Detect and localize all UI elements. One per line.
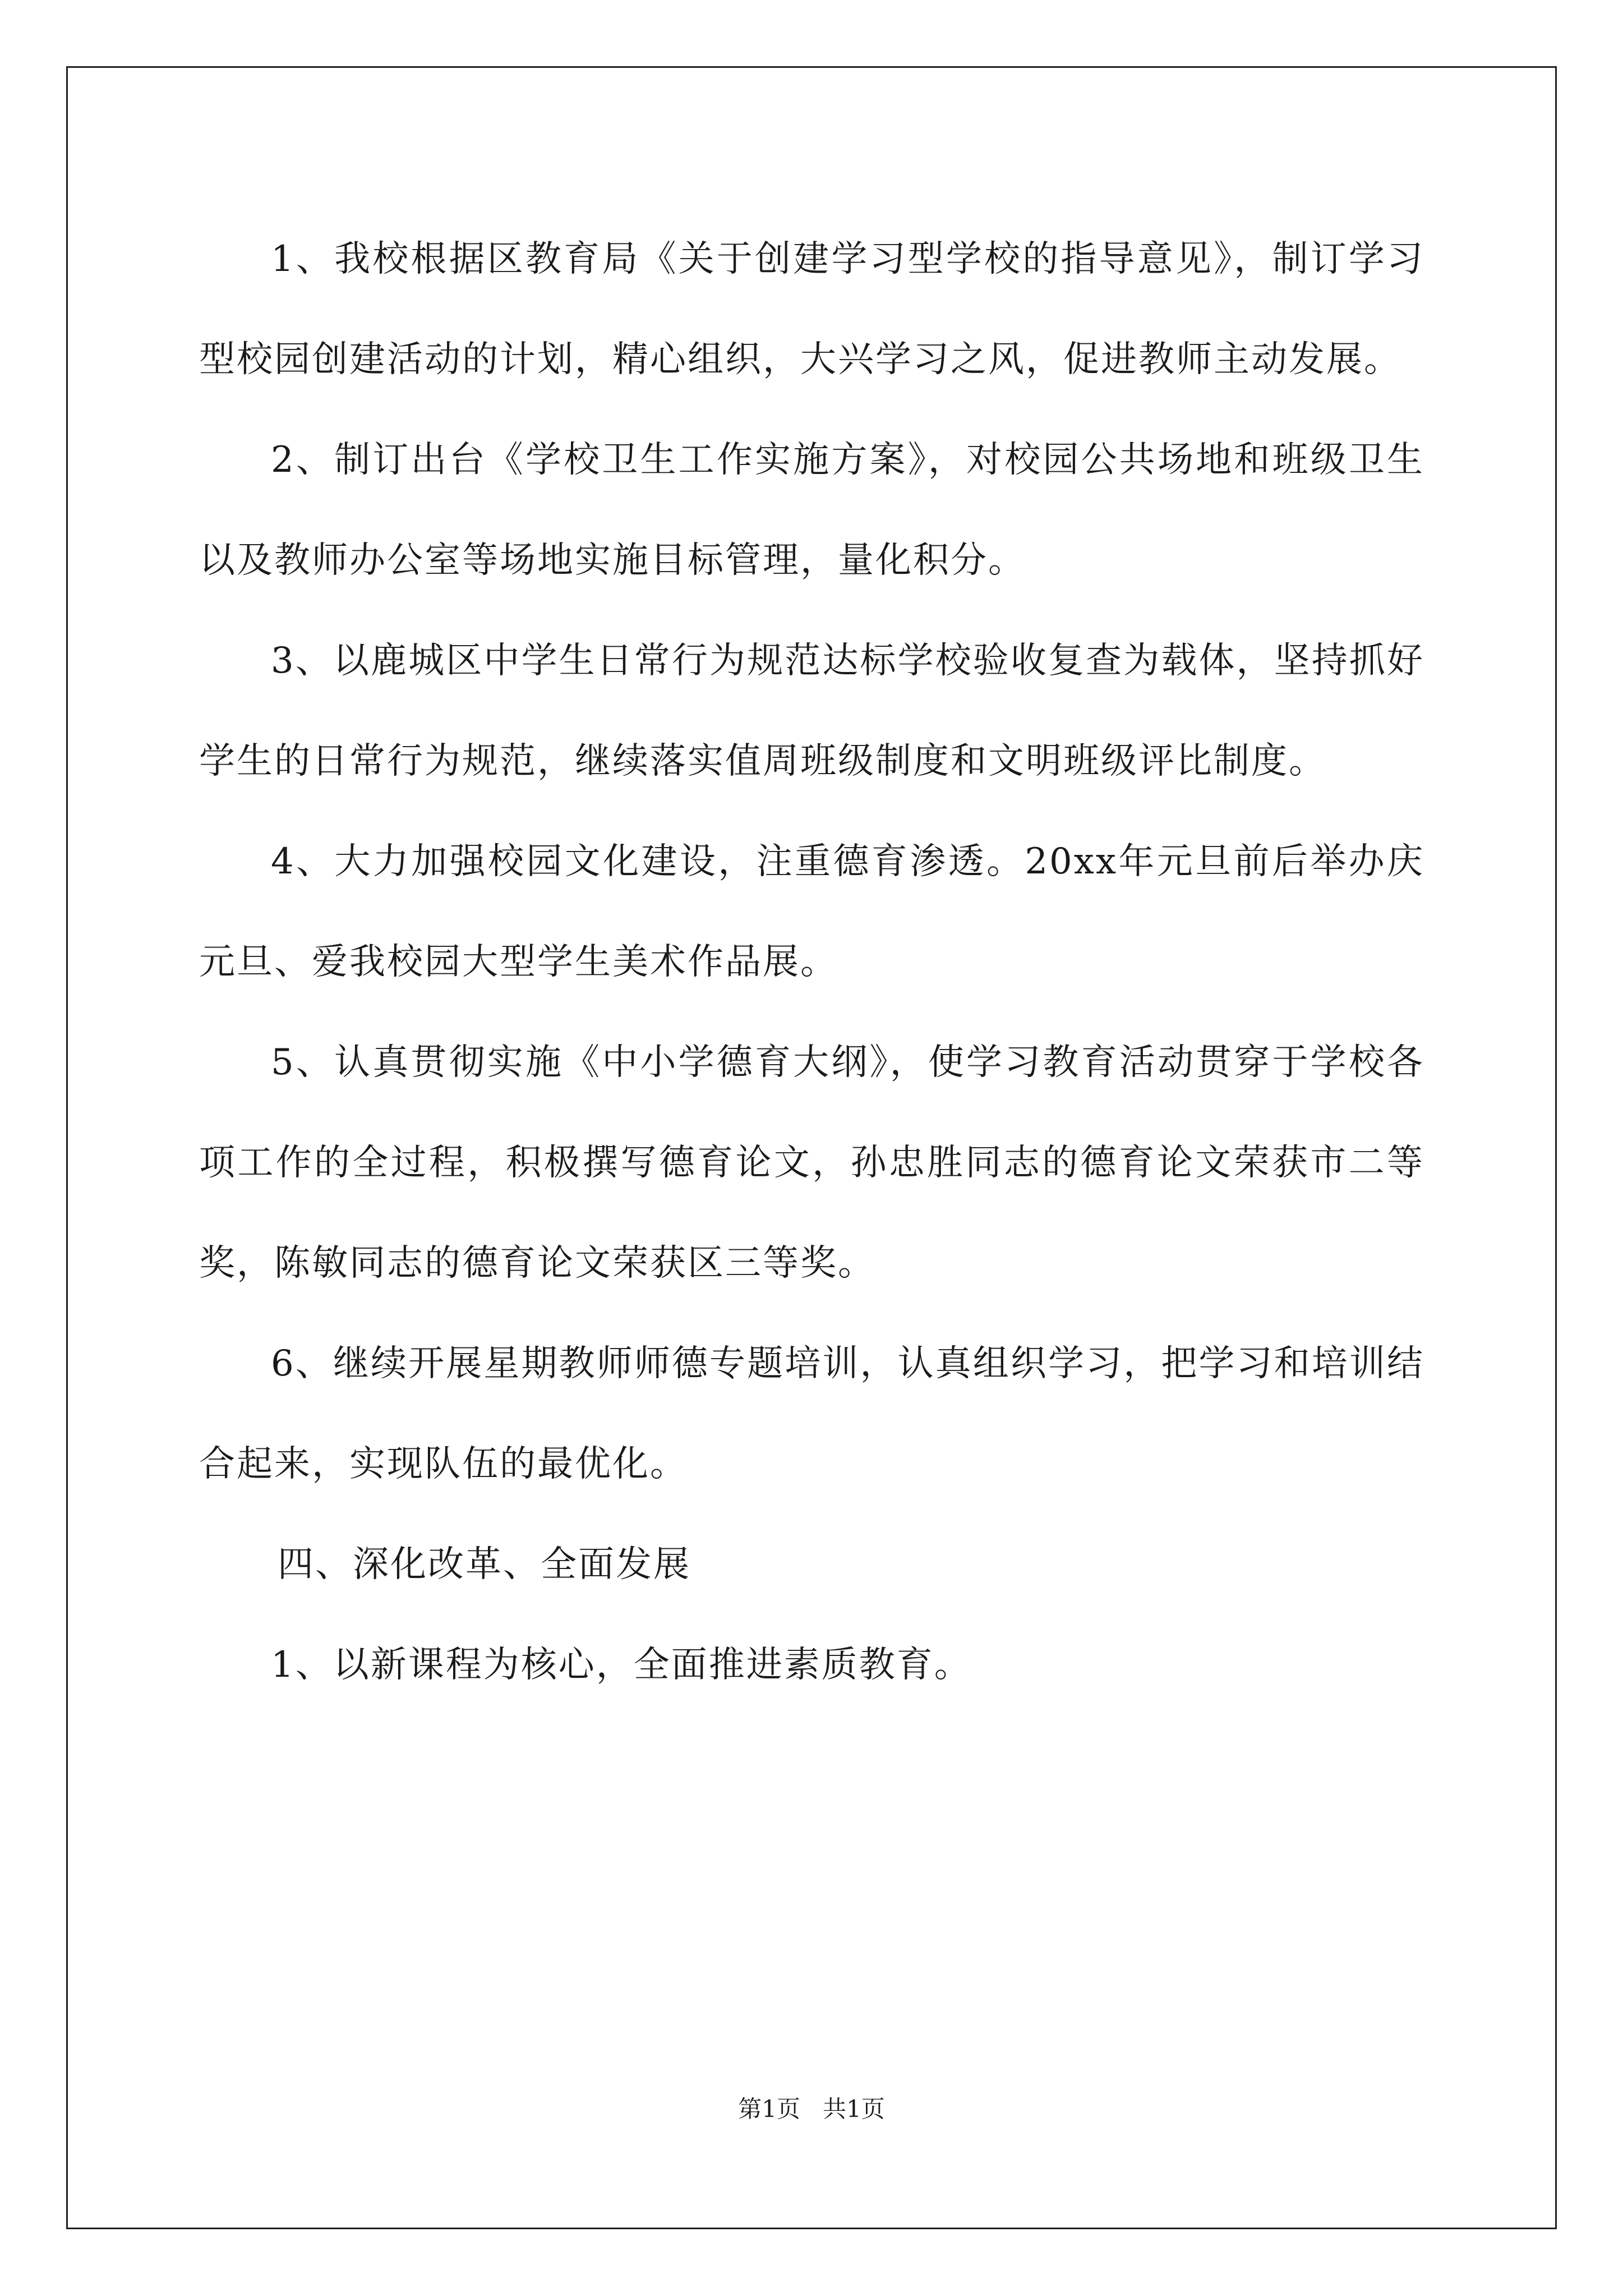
paragraph-3: 3、以鹿城区中学生日常行为规范达标学校验收复查为载体，坚持抓好学生的日常行为规范，继续落实值周班级制度和文明班级评比制度。 <box>199 640 1424 782</box>
document-body <box>199 209 1424 1715</box>
page-footer <box>0 2092 1623 2126</box>
sub-item-1: 1、以新课程为核心，全面推进素质教育。 <box>271 1644 972 1686</box>
page-total: 共1页 <box>823 2095 885 2123</box>
paragraph-1: 1、我校根据区教育局《关于创建学习型学校的指导意见》，制订学习型校园创建活动的计划，精心组织，大兴学习之风，促进教师主动发展。 <box>199 238 1424 380</box>
paragraph-5: 5、认真贯彻实施《中小学德育大纲》，使学习教育活动贯穿于学校各项工作的全过程，积极撰写德育论文，孙忠胜同志的德育论文荣获市二等奖，陈敏同志的德育论文荣获区三等奖。 <box>199 1042 1424 1284</box>
paragraph-4: 4、大力加强校园文化建设，注重德育渗透。20xx年元旦前后举办庆元旦、爱我校园大型学生美术作品展。 <box>199 841 1424 983</box>
page-number: 第1页 <box>738 2095 800 2123</box>
paragraph-6: 6、继续开展星期教师师德专题培训，认真组织学习，把学习和培训结合起来，实现队伍的最优化。 <box>199 1343 1424 1485</box>
paragraph-2: 2、制订出台《学校卫生工作实施方案》，对校园公共场地和班级卫生以及教师办公室等场地实施目标管理，量化积分。 <box>199 439 1424 581</box>
section-heading: 四、深化改革、全面发展 <box>278 1544 691 1585</box>
